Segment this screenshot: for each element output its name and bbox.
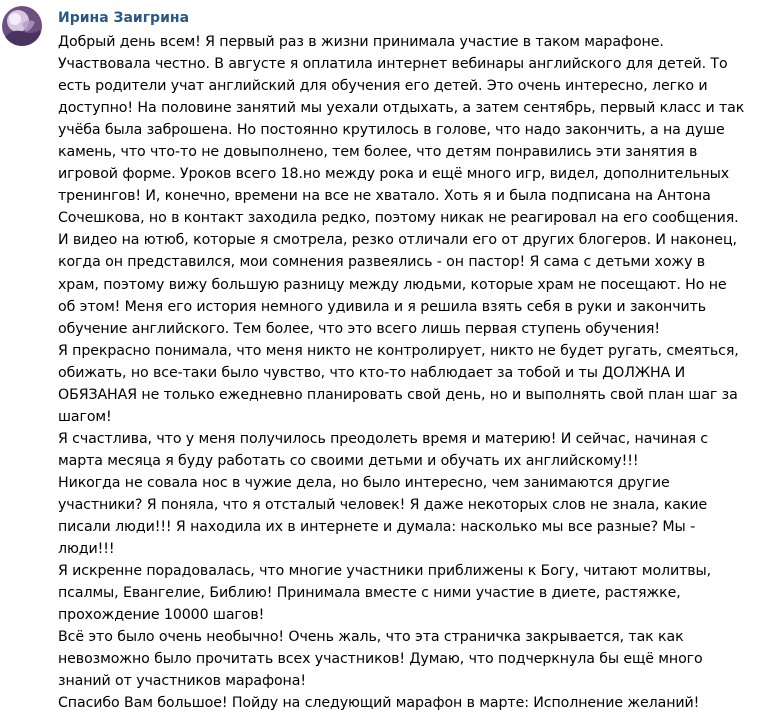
- text-line: участники? Я поняла, что я отсталый человек! Я даже некоторых слов не знала, какие: [58, 496, 708, 513]
- text-line: шагом!: [58, 408, 112, 425]
- text-line: Спасибо Вам большое! Пойду на следующий марафон в марте: Исполнение желаний!: [58, 695, 700, 712]
- text-line: псалмы, Евангелие, Библию! Принимала вместе с ними участие в диете, растяжке,: [58, 585, 681, 602]
- author-name[interactable]: Ирина Заигрина: [58, 10, 190, 26]
- text-line: доступно! На половине занятий мы уехали отдыхать, а затем сентябрь, первый класс и так: [58, 100, 745, 117]
- text-line: обучение английского. Тем более, что это всего лишь первая ступень обучения!: [58, 320, 660, 337]
- comment-text: [58, 31, 758, 714]
- text-line: Я прекрасно понимала, что меня никто не контролирует, никто не будет ругать, смеяться,: [58, 342, 739, 359]
- text-line: игровой форме. Уроков всего 18.но между рока и ещё много игр, видел, дополнительных: [58, 166, 730, 183]
- text-line: Участвовала честно. В августе я оплатила интернет вебинары английского для детей. То: [58, 56, 728, 73]
- text-line: прохождение 10000 шагов!: [58, 607, 265, 624]
- text-line: храм, поэтому вижу большую разницу между людьми, которые храм не посещают. Но не: [58, 276, 727, 293]
- text-line: Сочешкова, но в контакт заходила редко, поэтому никак не реагировал на его сообщения.: [58, 210, 739, 227]
- text-line: Всё это было очень необычно! Очень жаль, что эта страничка закрывается, так как: [58, 629, 684, 646]
- text-line: обижать, но все-таки было чувство, что кто-то наблюдает за тобой и ты ДОЛЖНА И: [58, 364, 686, 381]
- avatar-photo-icon: [2, 6, 42, 46]
- text-line: невозможно было прочитать всех участников! Думаю, что подчеркнула бы ещё много: [58, 651, 703, 668]
- text-line: когда он представился, мои сомнения развеялись - он пастор! Я сама с детьми хожу в: [58, 254, 706, 271]
- text-line: есть родители учат английский для обучения его детей. Это очень интересно, легко и: [58, 78, 708, 95]
- text-line: камень, что что-то не довыполнено, тем более, что детям понравились эти занятия в: [58, 144, 698, 161]
- text-line: марта месяца я буду работать со своими детьми и обучать их английскому!!!: [58, 452, 639, 469]
- text-line: тренингов! И, конечно, времени на все не хватало. Хоть я и была подписана на Антона: [58, 188, 711, 205]
- text-line: учёба была заброшена. Но постоянно крутилось в голове, что надо закончить, а на душе: [58, 122, 725, 139]
- text-line: Я искренне порадовалась, что многие участники приближены к Богу, читают молитвы,: [58, 563, 712, 580]
- text-line: писали люди!!! Я находила их в интернете и думала: насколько мы все разные? Мы -: [58, 519, 696, 536]
- text-line: об этом! Меня его история немного удивила и я решила взять себя в руки и закончить: [58, 298, 707, 315]
- text-line: люди!!!: [58, 541, 115, 558]
- text-line: ОБЯЗАНАЯ не только ежедневно планировать свой день, но и выполнять свой план шаг за: [58, 386, 738, 403]
- author-avatar[interactable]: [2, 6, 42, 46]
- text-line: знаний от участников марафона!: [58, 673, 306, 690]
- text-line: Я счастлива, что у меня получилось преодолеть время и материю! И сейчас, начиная с: [58, 430, 709, 447]
- text-line: Никогда не совала нос в чужие дела, но было интересно, чем занимаются другие: [58, 474, 670, 491]
- text-line: И видео на ютюб, которые я смотрела, резко отличали его от других блогеров. И наконец,: [58, 232, 737, 249]
- text-line: Добрый день всем! Я первый раз в жизни принимала участие в таком марафоне.: [58, 34, 664, 50]
